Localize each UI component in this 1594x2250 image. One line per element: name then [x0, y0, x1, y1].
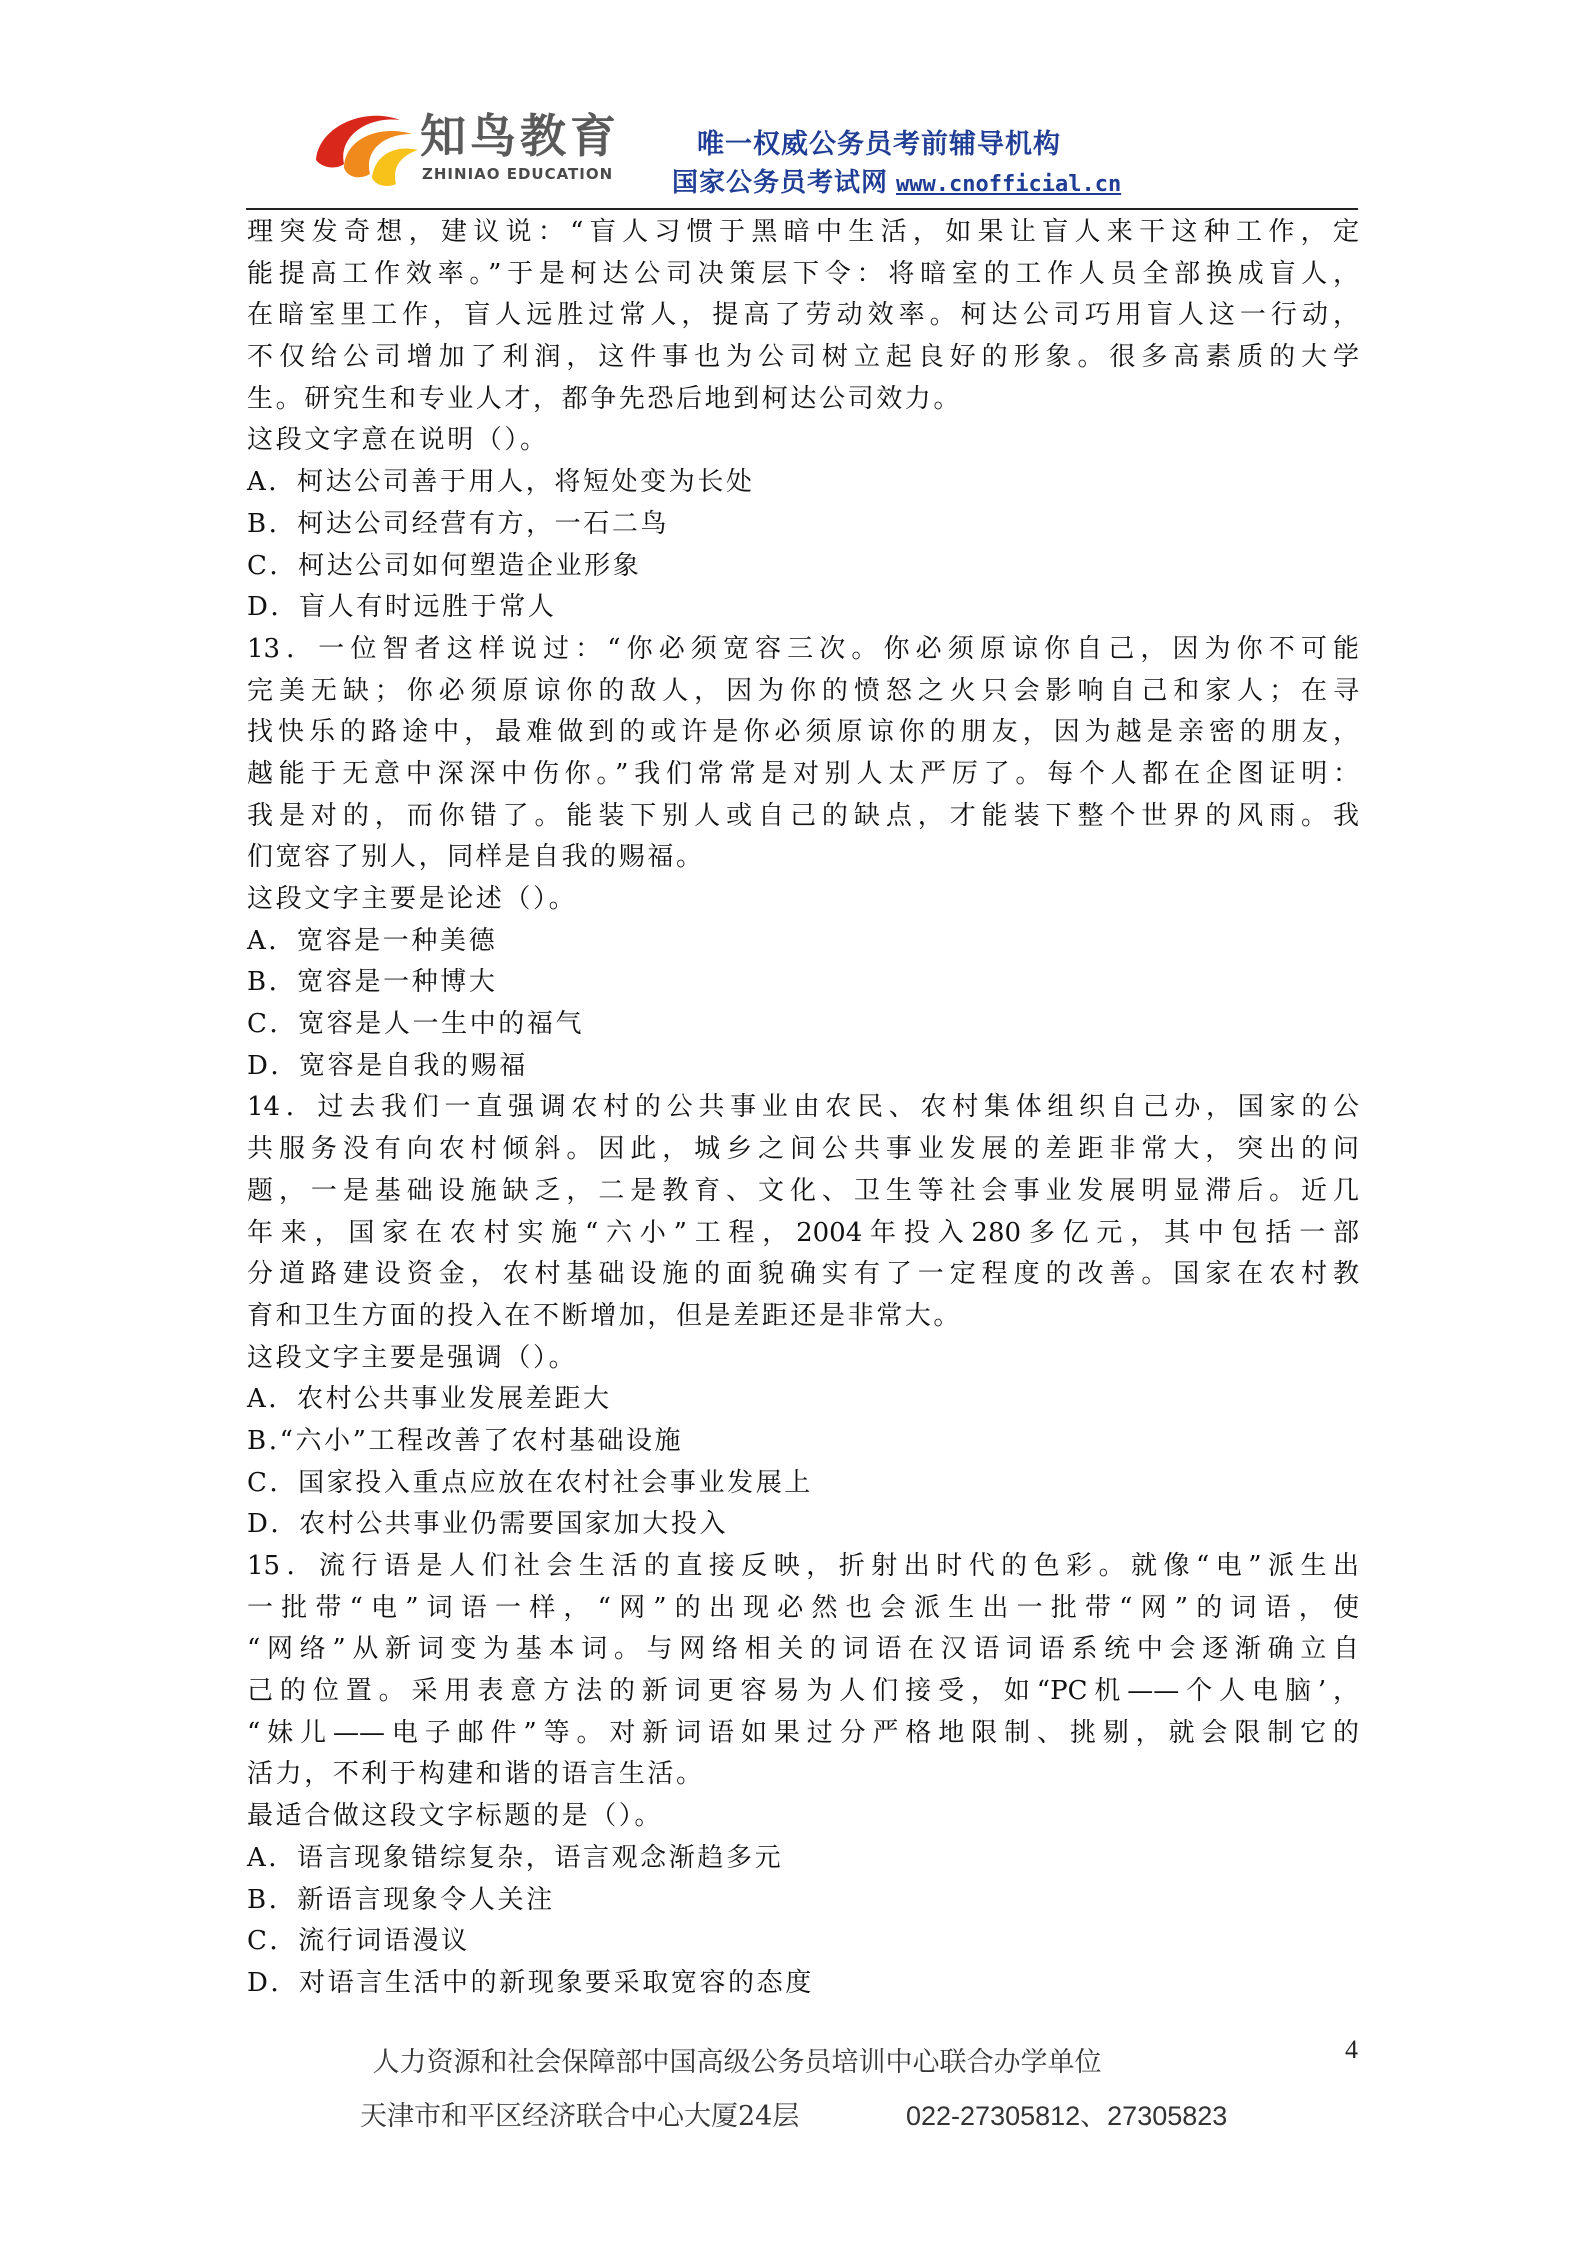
header-site-line: [672, 162, 1121, 199]
brand-english-name: ZHINIAO EDUCATION: [422, 165, 614, 183]
text-line: C．国家投入重点应放在农村社会事业发展上: [247, 1467, 813, 1498]
text-line: 不仅给公司增加了利润，这件事也为公司树立起良好的形象。很多高素质的大学: [247, 342, 1359, 373]
text-line: 题，一是基础设施缺乏，二是教育、文化、卫生等社会事业发展明显滞后。近几: [247, 1175, 1359, 1206]
zhiniao-logo-icon: [308, 98, 420, 188]
text-line: A．农村公共事业发展差距大: [247, 1384, 612, 1415]
text-line: B．宽容是一种博大: [247, 967, 498, 998]
text-line: 己的位置。采用表意方法的新词更容易为人们接受，如“PC机——个人电脑’，: [247, 1676, 1359, 1707]
text-line: 我是对的，而你错了。能装下别人或自己的缺点，才能装下整个世界的风雨。我: [247, 800, 1359, 831]
header-divider: [246, 208, 1358, 210]
text-line: 理突发奇想，建议说：“盲人习惯于黑暗中生活，如果让盲人来干这种工作，定: [247, 217, 1359, 247]
text-line: 年来，国家在农村实施“六小”工程，2004年投入280多亿元，其中包括一部: [247, 1217, 1359, 1248]
text-line: C．流行词语漫议: [247, 1926, 470, 1957]
text-line: B.“六小”工程改善了农村基础设施: [247, 1425, 684, 1456]
page-number: 4: [1345, 2035, 1358, 2064]
brand-name: 知鸟教育: [420, 109, 620, 163]
text-line: A．语言现象错综复杂，语言观念渐趋多元: [247, 1842, 784, 1873]
header-tagline: 唯一权威公务员考前辅导机构: [697, 129, 1061, 160]
text-line: B．新语言现象令人关注: [247, 1884, 555, 1915]
text-line: A．宽容是一种美德: [247, 925, 498, 956]
footer-organization: 人力资源和社会保障部中国高级公务员培训中心联合办学单位: [372, 2047, 1102, 2078]
text-line: “网络”从新词变为基本词。与网络相关的词语在汉语词语系统中会逐渐确立自: [247, 1634, 1359, 1665]
site-label: 国家公务员考试网: [672, 168, 889, 198]
text-line: “妹儿——电子邮件”等。对新词语如果过分严格地限制、挑剔，就会限制它的: [247, 1717, 1359, 1748]
text-line: 15．流行语是人们社会生活的直接反映，折射出时代的色彩。就像“电”派生出: [247, 1551, 1359, 1581]
text-line: 越能于无意中深深中伤你。”我们常常是对别人太严厉了。每个人都在企图证明：: [247, 758, 1359, 789]
site-url-link[interactable]: www.cnofficial.cn: [896, 172, 1122, 197]
text-line: D．农村公共事业仍需要国家加大投入: [247, 1509, 729, 1540]
text-line: 分道路建设资金，农村基础设施的面貌确实有了一定程度的改善。国家在农村教: [247, 1259, 1359, 1290]
text-line: 活力，不利于构建和谐的语言生活。: [247, 1759, 705, 1790]
text-line: 这段文字主要是强调（）。: [247, 1342, 578, 1373]
document-body: [247, 212, 1359, 2005]
text-line: 13．一位智者这样说过：“你必须宽容三次。你必须原谅你自己，因为你不可能: [247, 633, 1359, 664]
text-line: 能提高工作效率。”于是柯达公司决策层下令：将暗室的工作人员全部换成盲人，: [247, 258, 1359, 289]
text-line: B．柯达公司经营有方，一石二鸟: [247, 508, 670, 539]
text-line: 育和卫生方面的投入在不断增加，但是差距还是非常大。: [247, 1300, 963, 1331]
text-line: 14．过去我们一直强调农村的公共事业由农民、农村集体组织自己办，国家的公: [247, 1092, 1359, 1123]
text-line: 共服务没有向农村倾斜。因此，城乡之间公共事业发展的差距非常大，突出的问: [247, 1134, 1359, 1165]
page-header: [0, 0, 1594, 215]
text-line: 这段文字意在说明（）。: [247, 425, 549, 456]
text-line: D．对语言生活中的新现象要采取宽容的态度: [247, 1967, 814, 1998]
text-line: 们宽容了别人，同样是自我的赐福。: [247, 842, 705, 873]
text-line: 找快乐的路途中，最难做到的或许是你必须原谅你的朋友，因为越是亲密的朋友，: [247, 717, 1359, 748]
text-line: 一批带“电”词语一样，“网”的出现必然也会派生出一批带“网”的词语，使: [247, 1592, 1359, 1623]
footer-address: 天津市和平区经济联合中心大厦24层: [360, 2101, 800, 2132]
text-line: C．宽容是人一生中的福气: [247, 1009, 585, 1040]
text-line: 这段文字主要是论述（）。: [247, 884, 578, 914]
text-line: C．柯达公司如何塑造企业形象: [247, 550, 642, 581]
text-line: 在暗室里工作，盲人远胜过常人，提高了劳动效率。柯达公司巧用盲人这一行动，: [247, 300, 1359, 331]
footer-phone: 022-27305812、27305823: [906, 2101, 1228, 2131]
text-line: 生。研究生和专业人才，都争先恐后地到柯达公司效力。: [247, 383, 963, 414]
text-line: 完美无缺；你必须原谅你的敌人，因为你的愤怒之火只会影响自己和家人；在寻: [247, 675, 1359, 706]
text-line: D．宽容是自我的赐福: [247, 1050, 528, 1081]
text-line: 最适合做这段文字标题的是（）。: [247, 1801, 664, 1832]
text-line: A．柯达公司善于用人，将短处变为长处: [247, 467, 755, 498]
text-line: D．盲人有时远胜于常人: [247, 592, 557, 623]
